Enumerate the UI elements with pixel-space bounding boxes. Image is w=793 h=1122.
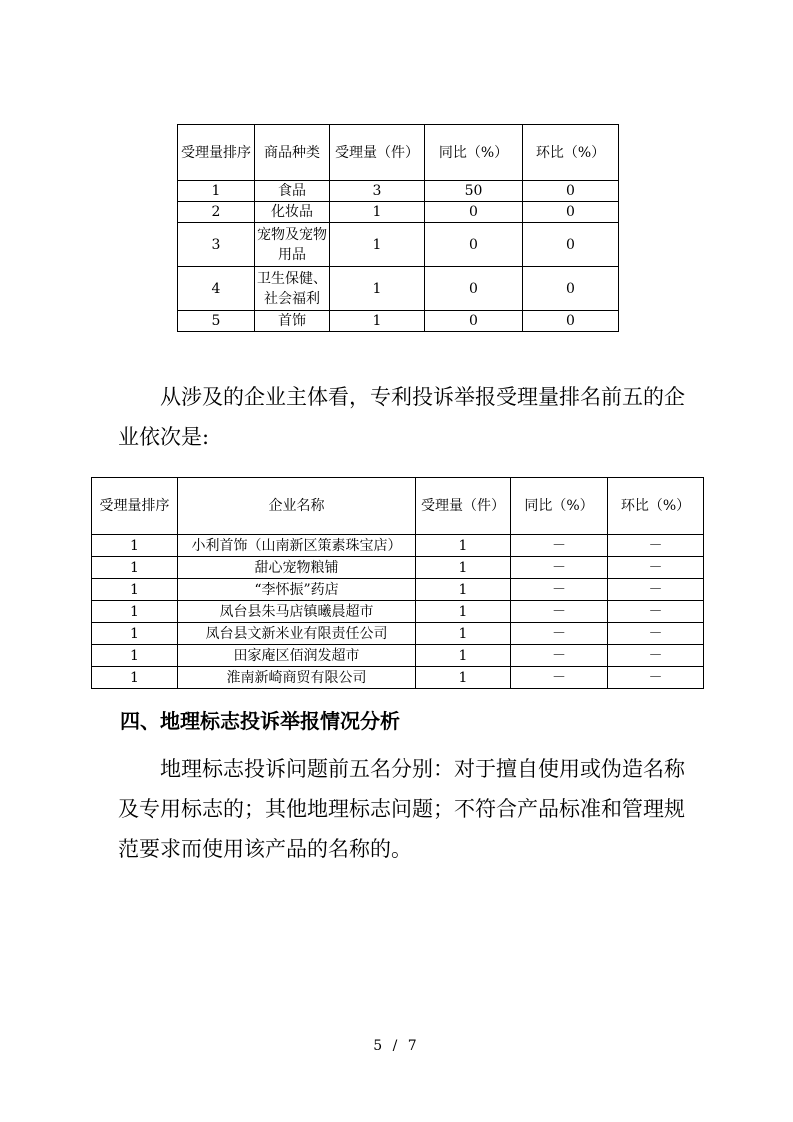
table-row: [178, 181, 619, 202]
table-cell: －: [608, 667, 704, 689]
table-cell: 淮南新崎商贸有限公司: [178, 667, 416, 689]
table-cell: 3: [178, 223, 255, 267]
table-cell: 0: [523, 181, 619, 202]
table-header-row: [92, 478, 704, 535]
table-cell: －: [511, 623, 608, 645]
table-cell: 4: [178, 267, 255, 311]
table-row: [92, 667, 704, 689]
section-heading: 四、地理标志投诉举报情况分析: [120, 709, 400, 733]
table-row: [92, 535, 704, 557]
table-cell: 1: [92, 579, 178, 601]
table-cell: －: [511, 645, 608, 667]
table-cell: 1: [92, 645, 178, 667]
table-cell: 卫生保健、社会福利: [255, 267, 330, 311]
table-cell: 0: [425, 223, 523, 267]
table-row: [92, 601, 704, 623]
table-row: [178, 267, 619, 311]
table-row: [92, 579, 704, 601]
table-cell: 田家庵区佰润发超市: [178, 645, 416, 667]
table-cell: －: [608, 579, 704, 601]
header-cell: 受理量（件）: [416, 478, 511, 535]
table-cell: 甜心宠物粮铺: [178, 557, 416, 579]
table-cell: 0: [523, 311, 619, 332]
table-cell: 1: [92, 535, 178, 557]
header-cell: 企业名称: [178, 478, 416, 535]
geo-indication-paragraph-text: 地理标志投诉问题前五名分别：对于擅自使用或伪造名称及专用标志的；其他地理标志问题；不符合产品标准和管理规范要求而使用该产品的名称的。: [118, 757, 685, 861]
table-cell: 0: [425, 202, 523, 223]
intro-paragraph: [118, 377, 688, 457]
table-cell: 宠物及宠物用品: [255, 223, 330, 267]
table-row: [92, 557, 704, 579]
table-cell: －: [511, 557, 608, 579]
table-row: [178, 202, 619, 223]
table-cell: －: [608, 645, 704, 667]
table-cell: 1: [330, 223, 425, 267]
header-cell: 环比（%）: [523, 125, 619, 181]
table-cell: 3: [330, 181, 425, 202]
table-cell: 1: [92, 557, 178, 579]
table-cell: 1: [416, 535, 511, 557]
table-cell: 化妆品: [255, 202, 330, 223]
table-cell: 0: [523, 202, 619, 223]
table-cell: －: [511, 667, 608, 689]
enterprise-table: [91, 477, 704, 689]
header-cell: 受理量（件）: [330, 125, 425, 181]
header-cell: 同比（%）: [425, 125, 523, 181]
table-cell: 0: [425, 311, 523, 332]
table-cell: 0: [523, 267, 619, 311]
table-cell: －: [608, 623, 704, 645]
table-cell: －: [608, 601, 704, 623]
table-cell: 凤台县朱马店镇曦晨超市: [178, 601, 416, 623]
table-cell: 食品: [255, 181, 330, 202]
table-cell: －: [511, 601, 608, 623]
table-row: [178, 311, 619, 332]
table-header-row: [178, 125, 619, 181]
geo-indication-paragraph: [118, 749, 688, 869]
table-cell: －: [511, 579, 608, 601]
table-cell: 1: [330, 311, 425, 332]
intro-paragraph-text: 从涉及的企业主体看，专利投诉举报受理量排名前五的企业依次是:: [118, 385, 685, 449]
header-cell: 同比（%）: [511, 478, 608, 535]
table-cell: 1: [178, 181, 255, 202]
table-cell: 0: [425, 267, 523, 311]
table-cell: 1: [330, 267, 425, 311]
table-cell: 1: [416, 667, 511, 689]
table-cell: 凤台县文新米业有限责任公司: [178, 623, 416, 645]
table-cell: 1: [92, 623, 178, 645]
table-cell: 小利首饰（山南新区策素珠宝店）: [178, 535, 416, 557]
table-cell: 5: [178, 311, 255, 332]
table-cell: －: [608, 557, 704, 579]
table-cell: 1: [416, 623, 511, 645]
table-cell: 1: [416, 557, 511, 579]
table-cell: “李怀振”药店: [178, 579, 416, 601]
table-cell: 1: [416, 601, 511, 623]
page-number: 5 / 7: [373, 1038, 420, 1054]
table-cell: 首饰: [255, 311, 330, 332]
table-cell: －: [608, 535, 704, 557]
table-cell: 2: [178, 202, 255, 223]
table-cell: 50: [425, 181, 523, 202]
header-cell: 受理量排序: [178, 125, 255, 181]
header-cell: 受理量排序: [92, 478, 178, 535]
table-cell: 1: [416, 579, 511, 601]
table-row: [92, 645, 704, 667]
goods-category-table: [177, 124, 619, 332]
header-cell: 环比（%）: [608, 478, 704, 535]
table-cell: －: [511, 535, 608, 557]
table-cell: 1: [92, 667, 178, 689]
table-row: [92, 623, 704, 645]
header-cell: 商品种类: [255, 125, 330, 181]
table-row: [178, 223, 619, 267]
table-cell: 0: [523, 223, 619, 267]
table-cell: 1: [92, 601, 178, 623]
table-cell: 1: [330, 202, 425, 223]
table-cell: 1: [416, 645, 511, 667]
